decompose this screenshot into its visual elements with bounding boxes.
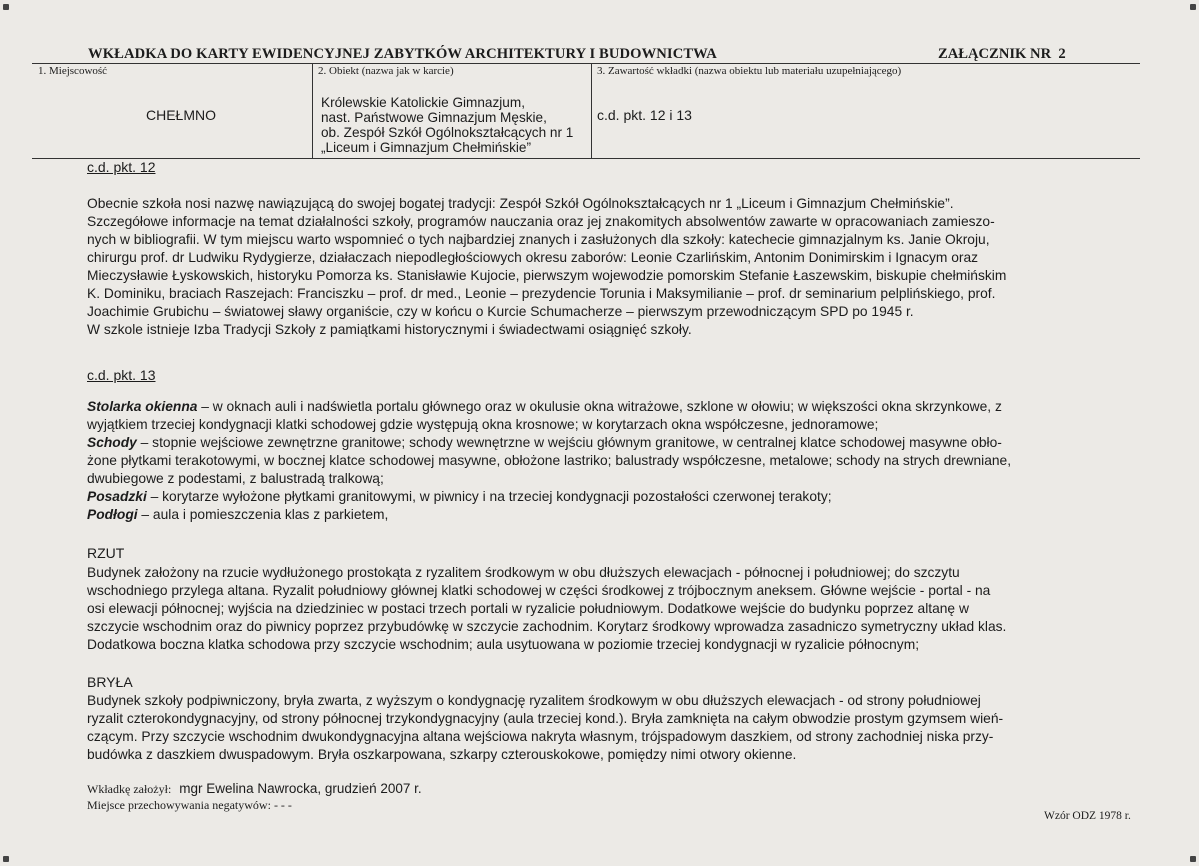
text-line: Dodatkowa boczna klatka schodowa przy szczycie wschodnim; aula usytuowana w poziomie trzeciej kondygnacji w ryzalicie północnym; bbox=[87, 637, 920, 652]
text-line: chirurgu prof. dr Ludwiku Rydygierze, działaczach niepodległościowych okresu zaborów: Leonie Czarlińskim, Antonim Donimirskim i Ignacym oraz bbox=[87, 250, 979, 265]
text-line: szczycie wschodnim oraz do piwnicy poprzez przybudówkę w szczycie zachodnim. Korytarz środkowy wprowadza zasadniczo symetryczny układ klas. bbox=[87, 619, 1007, 634]
text-line: Mieczysławie Łyskowskich, historyku Pomorza ks. Stanisławie Kujocie, pierwszym wojewodzie pomorskim Stefanie Łaszewskim, biskupie chełmińskim bbox=[87, 268, 1007, 283]
text-line: ryzalit czterokondygnacyjny, od strony północnej trzykondygnacyjny (aula trzeciej kond.). Bryła zamknięta na całym obwodzie prostym gzymsem wień- bbox=[87, 711, 1004, 726]
text-line bbox=[87, 434, 1129, 452]
contents-value: c.d. pkt. 12 i 13 bbox=[597, 107, 692, 123]
scan-marker bbox=[3, 856, 9, 862]
col3-label: 3. Zawartość wkładki (nazwa obiektu lub materiału uzupełniającego) bbox=[597, 65, 902, 77]
object-name-line: Królewskie Katolickie Gimnazjum, bbox=[321, 95, 525, 110]
author-label: Wkładkę założył: bbox=[87, 782, 172, 796]
object-name bbox=[321, 95, 573, 155]
attachment-value: 2 bbox=[1058, 46, 1066, 62]
text-line: K. Dominiku, braciach Raszejach: Franciszku – prof. dr med., Leonie – prezydencie Torunia i Maksymilianie – prof. dr seminarium pelplińskiego, prof. bbox=[87, 286, 996, 301]
text-line: wschodniego przylega altana. Ryzalit południowy głównej klatki schodowej w części środkowej z trójbocznym aneksem. Główne wejście - portal - na bbox=[87, 583, 991, 598]
negatives-line bbox=[87, 798, 292, 813]
form-title: WKŁADKA DO KARTY EWIDENCYJNEJ ZABYTKÓW ARCHITEKTURY I BUDOWNICTWA bbox=[88, 46, 717, 62]
text-line: Szczegółowe informacje na temat działalności szkoły, programów nauczania oraz jej znakomitych absolwentów zawarte w opracowaniach zamieszo- bbox=[87, 214, 995, 229]
attachment-label: ZAŁĄCZNIK NR bbox=[938, 46, 1052, 62]
author-value: mgr Ewelina Nawrocka, grudzień 2007 r. bbox=[179, 781, 422, 796]
section-13-body bbox=[87, 398, 1129, 524]
scan-marker bbox=[1190, 856, 1196, 862]
section-12-body bbox=[87, 195, 1129, 339]
col2-label: 2. Obiekt (nazwa jak w karcie) bbox=[318, 65, 454, 77]
text-line: budówka z daszkiem dwuspadowym. Bryła oszkarpowana, szkarpy czterouskokowe, pomiędzy nimi otwory okienne. bbox=[87, 747, 797, 762]
bryla-body bbox=[87, 692, 1129, 764]
text-line: osi elewacji północnej; wyjścia na dziedziniec w postaci trzech portali w ryzalicie południowym. Dodatkowe wejście do budynku poprzez altanę w bbox=[87, 601, 969, 616]
column-divider bbox=[312, 63, 313, 159]
text-line bbox=[87, 506, 1129, 524]
section-12-heading: c.d. pkt. 12 bbox=[87, 159, 156, 175]
text-line: czącym. Przy szczycie wschodnim dwukondygnacyjna altana wejściowa nakryta własnym, trójspadowym daszkiem, od strony zachodniej niska przy- bbox=[87, 729, 994, 744]
text-line: dwubiegowe z podestami, z balustradą tralkową; bbox=[87, 471, 384, 486]
text-line: Joachimie Grubichu – światowej sławy organiście, czy w końcu o Kurcie Schumacherze – pierwszym przewodniczącym SPD po 1945 r. bbox=[87, 304, 914, 319]
text-line: nych w bibliografii. W tym miejscu warto wspomnieć o tych najbardziej znanych i zasłużonych dla szkoły: katechecie gimnazjalnym ks. Janie Okroju, bbox=[87, 232, 990, 247]
text-line bbox=[87, 488, 1129, 506]
text-line: Obecnie szkoła nosi nazwę nawiązującą do swojej bogatej tradycji: Zespół Szkół Ogólnokształcących nr 1 „Liceum i Gimnazjum Chełmińskie”. bbox=[87, 196, 954, 211]
attachment-number bbox=[938, 46, 1066, 63]
text-line: Budynek założony na rzucie wydłużonego prostokąta z ryzalitem środkowym w obu dłuższych elewacjach - północnej i południowej; do szczytu bbox=[87, 565, 960, 580]
term-posadzki: Posadzki bbox=[87, 489, 147, 504]
bryla-heading: BRYŁA bbox=[87, 674, 133, 690]
col1-label: 1. Miejscowość bbox=[38, 65, 108, 77]
locality-value: CHEŁMNO bbox=[146, 107, 217, 123]
object-name-line: ob. Zespół Szkół Ogólnokształcących nr 1 bbox=[321, 125, 574, 140]
term-stolarka: Stolarka okienna bbox=[87, 399, 198, 414]
negatives-value: - - - bbox=[273, 798, 292, 812]
term-text: – aula i pomieszczenia klas z parkietem, bbox=[137, 507, 389, 522]
scan-marker bbox=[1190, 4, 1196, 10]
text-line bbox=[87, 398, 1129, 416]
table-top-rule bbox=[32, 63, 1140, 64]
text-line: wyjątkiem trzeciej kondygnacji klatki schodowej gdzie występują okna krosnowe; w korytarzach okna współczesne, jednoramowe; bbox=[87, 417, 879, 432]
text-line: W szkole istnieje Izba Tradycji Szkoły z pamiątkami historycznymi i świadectwami osiągnięć szkoły. bbox=[87, 322, 692, 337]
term-schody: Schody bbox=[87, 435, 137, 450]
text-line: żone płytkami terakotowymi, w bocznej klatce schodowej masywne, obłożone lastriko; balustrady współczesne, metalowe; schody na strych drewniane, bbox=[87, 453, 1012, 468]
term-podlogi: Podłogi bbox=[87, 507, 138, 522]
form-code: Wzór ODZ 1978 r. bbox=[1044, 810, 1131, 822]
object-name-line: nast. Państwowe Gimnazjum Męskie, bbox=[321, 110, 547, 125]
object-name-line: „Liceum i Gimnazjum Chełmińskie” bbox=[321, 140, 531, 155]
table-bottom-rule bbox=[32, 158, 1140, 159]
author-line bbox=[87, 780, 422, 798]
term-text: – korytarze wyłożone płytkami granitowymi, w piwnicy i na trzeciej kondygnacji pozostałości czerwonej terakoty; bbox=[146, 489, 832, 504]
scan-marker bbox=[3, 4, 9, 10]
rzut-body bbox=[87, 564, 1129, 654]
term-text: – stopnie wejściowe zewnętrzne granitowe; schody wewnętrzne w wejściu głównym granitowe, w centralnej klatce schodowej masywne obło- bbox=[136, 435, 1002, 450]
section-13-heading: c.d. pkt. 13 bbox=[87, 367, 156, 383]
term-text: – w oknach auli i nadświetla portalu głównego oraz w okulusie okna witrażowe, szklone w ołowiu; w większości okna skrzynkowe, z bbox=[197, 399, 1002, 414]
negatives-label: Miejsce przechowywania negatywów: bbox=[87, 798, 271, 812]
text-line: Budynek szkoły podpiwniczony, bryła zwarta, z wyższym o kondygnację ryzalitem środkowym w obu dłuższych elewacjach - od strony południowej bbox=[87, 693, 981, 708]
rzut-heading: RZUT bbox=[87, 545, 125, 561]
column-divider bbox=[591, 63, 592, 159]
